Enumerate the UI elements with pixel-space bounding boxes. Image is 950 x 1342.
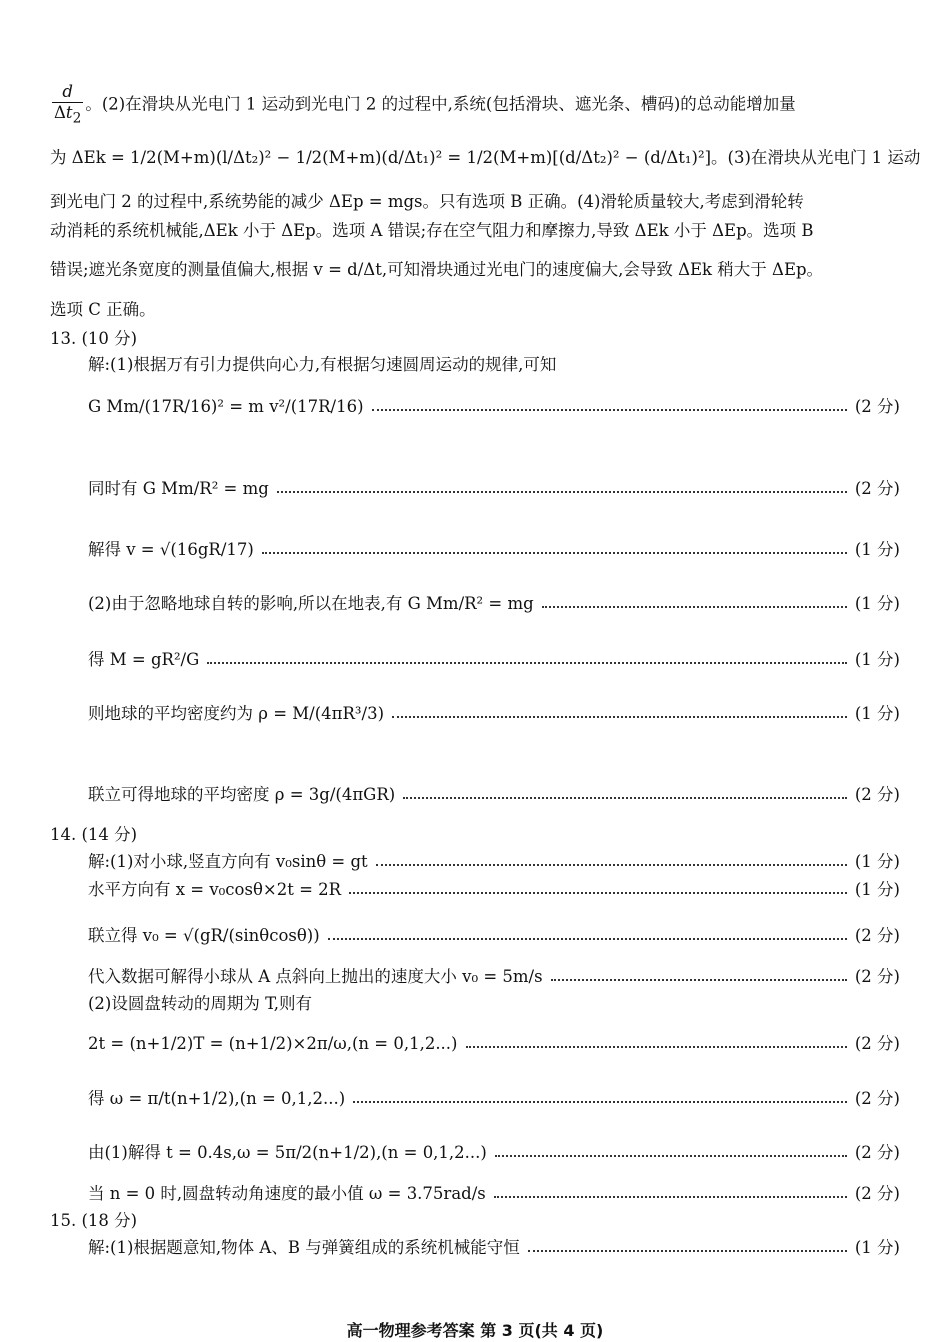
continuation-line-1: $\frac{d}{\Delta t_2}$ 。(2)在滑块从光电门 1 运动到光电门 2 的过程中,系统(包括滑块、遮光条、槽码)的总动能增加量 <box>54 82 796 127</box>
q14-line: 2t = (n+1/2)T = (n+1/2)×2π/ω,(n = 0,1,2...) (2 分) <box>88 1034 900 1053</box>
q14-line: 代入数据可解得小球从 A 点斜向上抛出的速度大小 v₀ = 5m/s (2 分) <box>88 967 900 986</box>
continuation-line-3: 到光电门 2 的过程中,系统势能的减少 ΔEp = mgs。只有选项 B 正确。(4)滑轮质量较大,考虑到滑轮转 <box>50 192 804 211</box>
q13-header: 13. (10 分) <box>50 329 138 348</box>
q13-line: 则地球的平均密度约为 ρ = M/(4πR³/3) (1 分) <box>88 704 900 723</box>
continuation-line-5: 错误;遮光条宽度的测量值偏大,根据 v = d/Δt,可知滑块通过光电门的速度偏大,会导致 ΔEk 稍大于 ΔEp。 <box>50 260 824 279</box>
q14-line: 当 n = 0 时,圆盘转动角速度的最小值 ω = 3.75rad/s (2 分) <box>88 1184 900 1203</box>
q13-line: 联立可得地球的平均密度 ρ = 3g/(4πGR) (2 分) <box>88 785 900 804</box>
q13-intro: 解:(1)根据万有引力提供向心力,有根据匀速圆周运动的规律,可知 <box>88 355 557 374</box>
q13-line: G Mm/(17R/16)² = m v²/(17R/16) (2 分) <box>88 397 900 416</box>
q15-line: 解:(1)根据题意知,物体 A、B 与弹簧组成的系统机械能守恒 (1 分) <box>88 1238 900 1257</box>
fraction: $\frac{d}{\Delta t_2}$ <box>54 82 82 127</box>
q13-line: (2)由于忽略地球自转的影响,所以在地表,有 G Mm/R² = mg (1 分) <box>88 594 900 613</box>
q14-line: 解:(1)对小球,竖直方向有 v₀sinθ = gt (1 分) <box>88 852 900 871</box>
q13-line: 同时有 G Mm/R² = mg (2 分) <box>88 479 900 498</box>
q14-line: 联立得 v₀ = √(gR/(sinθcosθ)) (2 分) <box>88 926 900 945</box>
q14-line: 得 ω = π/t(n+1/2),(n = 0,1,2...) (2 分) <box>88 1089 900 1108</box>
q13-line: 解得 v = √(16gR/17) (1 分) <box>88 540 900 559</box>
continuation-line-6: 选项 C 正确。 <box>50 300 156 319</box>
page-footer: 高一物理参考答案 第 3 页(共 4 页) <box>346 1321 604 1340</box>
q14-line: 水平方向有 x = v₀cosθ×2t = 2R (1 分) <box>88 880 900 899</box>
q13-line: 得 M = gR²/G (1 分) <box>88 650 900 669</box>
q14-line: (2)设圆盘转动的周期为 T,则有 <box>88 994 312 1013</box>
q14-line: 由(1)解得 t = 0.4s,ω = 5π/2(n+1/2),(n = 0,1,2...) (2 分) <box>88 1143 900 1162</box>
q15-header: 15. (18 分) <box>50 1211 138 1230</box>
continuation-line-2: 为 ΔEk = 1/2(M+m)(l/Δt₂)² − 1/2(M+m)(d/Δt₁)² = 1/2(M+m)[(d/Δt₂)² − (d/Δt₁)²]。(3)在滑块从光电门 1 运动 <box>50 148 921 167</box>
q14-header: 14. (14 分) <box>50 825 138 844</box>
continuation-line-4: 动消耗的系统机械能,ΔEk 小于 ΔEp。选项 A 错误;存在空气阻力和摩擦力,导致 ΔEk 小于 ΔEp。选项 B <box>50 221 814 240</box>
